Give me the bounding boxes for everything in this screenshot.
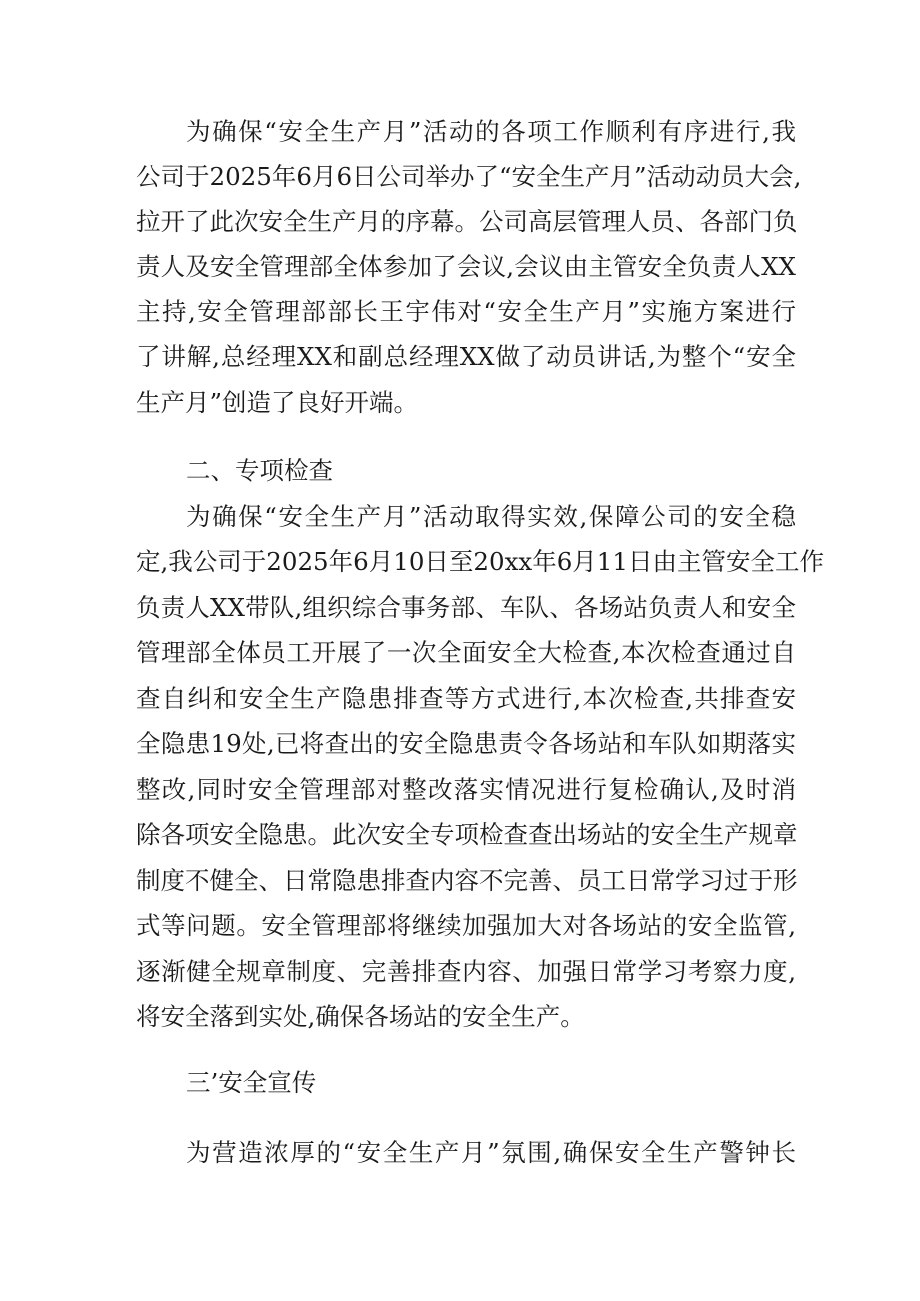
paragraph-2-line-12: 将安全落到实处,确保各场站的安全生产。 bbox=[136, 1002, 585, 1031]
paragraph-2-line-2: 定,我公司于2025年6月10日至20xx年6月11日由主管安全工作 bbox=[136, 547, 824, 576]
paragraph-2-line-1: 为确保“安全生产月”活动取得实效,保障公司的安全稳 bbox=[186, 502, 796, 531]
paragraph-1-line-3: 拉开了此次安全生产月的序幕。公司高层管理人员、各部门负 bbox=[136, 207, 798, 236]
paragraph-2-line-9: 制度不健全、日常隐患排查内容不完善、员工日常学习过于形 bbox=[136, 866, 798, 895]
paragraph-1-line-6: 了讲解,总经理XX和副总经理XX做了动员讲话,为整个“安全 bbox=[136, 342, 796, 371]
paragraph-1-line-1: 为确保“安全生产月”活动的各项工作顺利有序进行,我 bbox=[186, 117, 796, 146]
paragraph-1-line-5: 主持,安全管理部部长王宇伟对“安全生产月”实施方案进行 bbox=[136, 297, 796, 326]
paragraph-2-line-7: 整改,同时安全管理部对整改落实情况进行复检确认,及时消 bbox=[136, 775, 796, 804]
paragraph-2-line-4: 管理部全体员工开展了一次全面安全大检查,本次检查通过自 bbox=[136, 638, 796, 667]
paragraph-1-line-7: 生产月”创造了良好开端。 bbox=[136, 388, 419, 417]
section-heading-special-inspection: 二、专项检查 bbox=[186, 456, 333, 485]
paragraph-2-line-11: 逐渐健全规章制度、完善排查内容、加强日常学习考察力度, bbox=[136, 957, 796, 986]
paragraph-2-line-8: 除各项安全隐患。此次安全专项检查查出场站的安全生产规章 bbox=[136, 820, 798, 849]
paragraph-2-line-3: 负责人XX带队,组织综合事务部、车队、各场站负责人和安全 bbox=[136, 593, 796, 622]
paragraph-2-line-10: 式等问题。安全管理部将继续加强加大对各场站的安全监管, bbox=[136, 911, 796, 940]
paragraph-1-line-2: 公司于2025年6月6日公司举办了“安全生产月”活动动员大会, bbox=[136, 162, 802, 191]
paragraph-3-line-1: 为营造浓厚的“安全生产月”氛围,确保安全生产警钟长 bbox=[186, 1138, 796, 1167]
section-heading-safety-publicity: 三’安全宣传 bbox=[186, 1068, 317, 1097]
paragraph-1-line-4: 责人及安全管理部全体参加了会议,会议由主管安全负责人XX bbox=[136, 252, 796, 281]
paragraph-2-line-6: 全隐患19处,已将查出的安全隐患责令各场站和车队如期落实 bbox=[136, 729, 796, 758]
paragraph-2-line-5: 查自纠和安全生产隐患排查等方式进行,本次检查,共排查安 bbox=[136, 684, 796, 713]
